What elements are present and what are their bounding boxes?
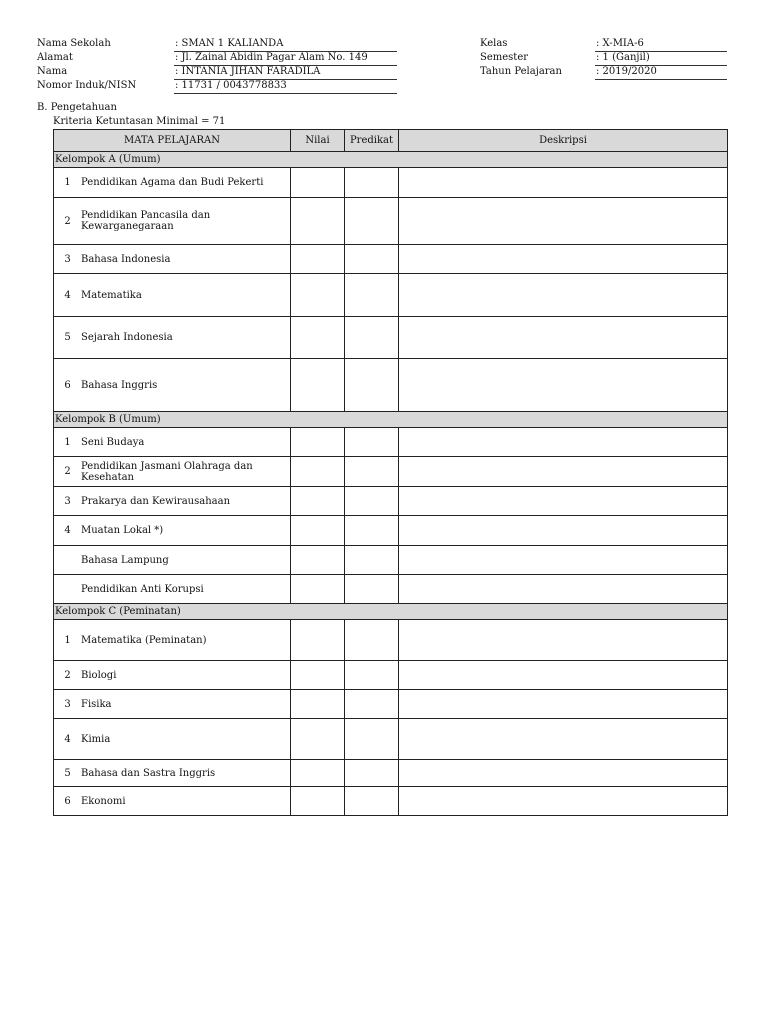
section-title: B. Pengetahuan	[37, 102, 117, 113]
group-label: Kelompok C (Peminatan)	[54, 604, 728, 620]
row-number: 5	[64, 332, 71, 343]
table-row	[54, 690, 728, 719]
subject-name: Sejarah Indonesia	[81, 332, 173, 343]
col-header-predikat: Predikat	[345, 130, 399, 152]
predikat-cell	[345, 274, 399, 317]
group-row	[54, 604, 728, 620]
nilai-cell	[291, 457, 345, 487]
divider	[174, 93, 397, 94]
table-header-row	[54, 130, 728, 152]
class-value: : X-MIA-6	[596, 38, 644, 49]
subject-name: Matematika (Peminatan)	[81, 634, 207, 646]
nilai-cell	[291, 245, 345, 274]
table-row	[54, 487, 728, 516]
name-label: Nama	[37, 66, 68, 77]
subject-name: Kimia	[81, 733, 111, 745]
row-number: 1	[64, 634, 71, 646]
nilai-cell	[291, 546, 345, 575]
subject-name: Pendidikan Agama dan Budi Pekerti	[81, 177, 264, 188]
subject-name: Fisika	[81, 698, 112, 710]
table-row	[54, 428, 728, 457]
subject-cell	[54, 516, 291, 546]
subject-name: Pendidikan Jasmani Olahraga dan Kesehatan	[81, 460, 253, 483]
predikat-cell	[345, 516, 399, 546]
predikat-cell	[345, 317, 399, 359]
table-row	[54, 760, 728, 787]
deskripsi-cell	[399, 245, 728, 274]
deskripsi-cell	[399, 317, 728, 359]
row-number: 2	[64, 215, 71, 227]
subject-cell	[54, 620, 291, 661]
subject-name: Bahasa Indonesia	[81, 253, 171, 265]
nilai-cell	[291, 487, 345, 516]
subject-cell	[54, 760, 291, 787]
deskripsi-cell	[399, 487, 728, 516]
nilai-cell	[291, 428, 345, 457]
col-header-subject: MATA PELAJARAN	[54, 130, 291, 152]
table-row	[54, 546, 728, 575]
semester-label: Semester	[480, 52, 529, 63]
address-value: : Jl. Zainal Abidin Pagar Alam No. 149	[175, 52, 368, 63]
deskripsi-cell	[399, 428, 728, 457]
subject-cell	[54, 198, 291, 245]
predikat-cell	[345, 620, 399, 661]
deskripsi-cell	[399, 661, 728, 690]
row-number: 4	[64, 289, 71, 301]
nilai-cell	[291, 575, 345, 604]
address-label: Alamat	[37, 52, 73, 63]
subject-name: Seni Budaya	[81, 436, 145, 448]
subject-cell	[54, 575, 291, 604]
kkm-text: Kriteria Ketuntasan Minimal = 71	[53, 116, 226, 127]
predikat-cell	[345, 575, 399, 604]
deskripsi-cell	[399, 719, 728, 760]
nilai-cell	[291, 787, 345, 816]
row-number: 3	[64, 253, 71, 265]
table-row	[54, 719, 728, 760]
subject-name: Bahasa dan Sastra Inggris	[81, 767, 216, 779]
predikat-cell	[345, 690, 399, 719]
subject-name: Pendidikan Pancasila dan Kewarganegaraan	[81, 210, 211, 232]
subject-name: Muatan Lokal *)	[81, 525, 164, 536]
subject-cell	[54, 274, 291, 317]
subject-cell	[54, 428, 291, 457]
group-label: Kelompok B (Umum)	[54, 412, 728, 428]
grades-body	[54, 152, 728, 816]
table-row	[54, 245, 728, 274]
nilai-cell	[291, 168, 345, 198]
subject-name: Bahasa Lampung	[81, 554, 169, 566]
col-header-deskripsi: Deskripsi	[399, 130, 728, 152]
deskripsi-cell	[399, 760, 728, 787]
row-number: 6	[64, 379, 71, 391]
group-row	[54, 412, 728, 428]
row-number: 3	[64, 495, 71, 507]
deskripsi-cell	[399, 546, 728, 575]
deskripsi-cell	[399, 359, 728, 412]
subject-name: Matematika	[81, 289, 142, 301]
deskripsi-cell	[399, 690, 728, 719]
subject-cell	[54, 690, 291, 719]
grades-table	[53, 129, 728, 816]
predikat-cell	[345, 760, 399, 787]
nilai-cell	[291, 274, 345, 317]
subject-cell	[54, 719, 291, 760]
predikat-cell	[345, 198, 399, 245]
row-number: 4	[64, 733, 71, 745]
predikat-cell	[345, 546, 399, 575]
deskripsi-cell	[399, 274, 728, 317]
deskripsi-cell	[399, 168, 728, 198]
row-number: 2	[64, 669, 71, 681]
predikat-cell	[345, 487, 399, 516]
nilai-cell	[291, 359, 345, 412]
predikat-cell	[345, 168, 399, 198]
nilai-cell	[291, 690, 345, 719]
divider	[595, 79, 727, 80]
table-row	[54, 620, 728, 661]
predikat-cell	[345, 457, 399, 487]
class-label: Kelas	[480, 38, 508, 49]
subject-cell	[54, 359, 291, 412]
subject-cell	[54, 787, 291, 816]
year-value: : 2019/2020	[596, 66, 657, 77]
subject-name: Pendidikan Anti Korupsi	[81, 583, 204, 595]
deskripsi-cell	[399, 575, 728, 604]
subject-cell	[54, 317, 291, 359]
nilai-cell	[291, 317, 345, 359]
predikat-cell	[345, 428, 399, 457]
nilai-cell	[291, 661, 345, 690]
table-row	[54, 787, 728, 816]
predikat-cell	[345, 719, 399, 760]
subject-name: Prakarya dan Kewirausahaan	[81, 495, 231, 507]
col-header-nilai: Nilai	[291, 130, 345, 152]
subject-cell	[54, 546, 291, 575]
table-row	[54, 661, 728, 690]
subject-cell	[54, 661, 291, 690]
subject-cell	[54, 245, 291, 274]
nisn-value: : 11731 / 0043778833	[175, 80, 287, 91]
nilai-cell	[291, 198, 345, 245]
subject-cell	[54, 168, 291, 198]
row-number: 3	[64, 698, 71, 710]
nilai-cell	[291, 620, 345, 661]
subject-name: Bahasa Inggris	[81, 379, 158, 391]
table-row	[54, 575, 728, 604]
table-row	[54, 317, 728, 359]
row-number: 5	[64, 767, 71, 779]
nilai-cell	[291, 516, 345, 546]
predikat-cell	[345, 787, 399, 816]
deskripsi-cell	[399, 198, 728, 245]
deskripsi-cell	[399, 620, 728, 661]
nilai-cell	[291, 719, 345, 760]
year-label: Tahun Pelajaran	[480, 66, 562, 77]
row-number: 1	[64, 177, 71, 188]
deskripsi-cell	[399, 457, 728, 487]
name-value: : INTANIA JIHAN FARADILA	[175, 66, 321, 77]
group-label: Kelompok A (Umum)	[54, 152, 728, 168]
subject-name: Ekonomi	[81, 795, 126, 807]
row-number: 6	[64, 795, 71, 807]
group-row	[54, 152, 728, 168]
table-row	[54, 168, 728, 198]
table-row	[54, 516, 728, 546]
table-row	[54, 359, 728, 412]
divider	[174, 51, 397, 52]
school-label: Nama Sekolah	[37, 38, 111, 49]
subject-cell	[54, 457, 291, 487]
nisn-label: Nomor Induk/NISN	[37, 80, 137, 91]
semester-value: : 1 (Ganjil)	[596, 52, 650, 63]
student-info-header	[0, 0, 768, 100]
school-value: : SMAN 1 KALIANDA	[175, 38, 284, 49]
predikat-cell	[345, 661, 399, 690]
table-row	[54, 457, 728, 487]
table-row	[54, 274, 728, 317]
nilai-cell	[291, 760, 345, 787]
table-row	[54, 198, 728, 245]
subject-name: Biologi	[81, 669, 117, 681]
deskripsi-cell	[399, 516, 728, 546]
predikat-cell	[345, 359, 399, 412]
subject-cell	[54, 487, 291, 516]
row-number: 1	[64, 436, 71, 448]
deskripsi-cell	[399, 787, 728, 816]
predikat-cell	[345, 245, 399, 274]
row-number: 2	[64, 466, 71, 477]
row-number: 4	[64, 525, 71, 536]
